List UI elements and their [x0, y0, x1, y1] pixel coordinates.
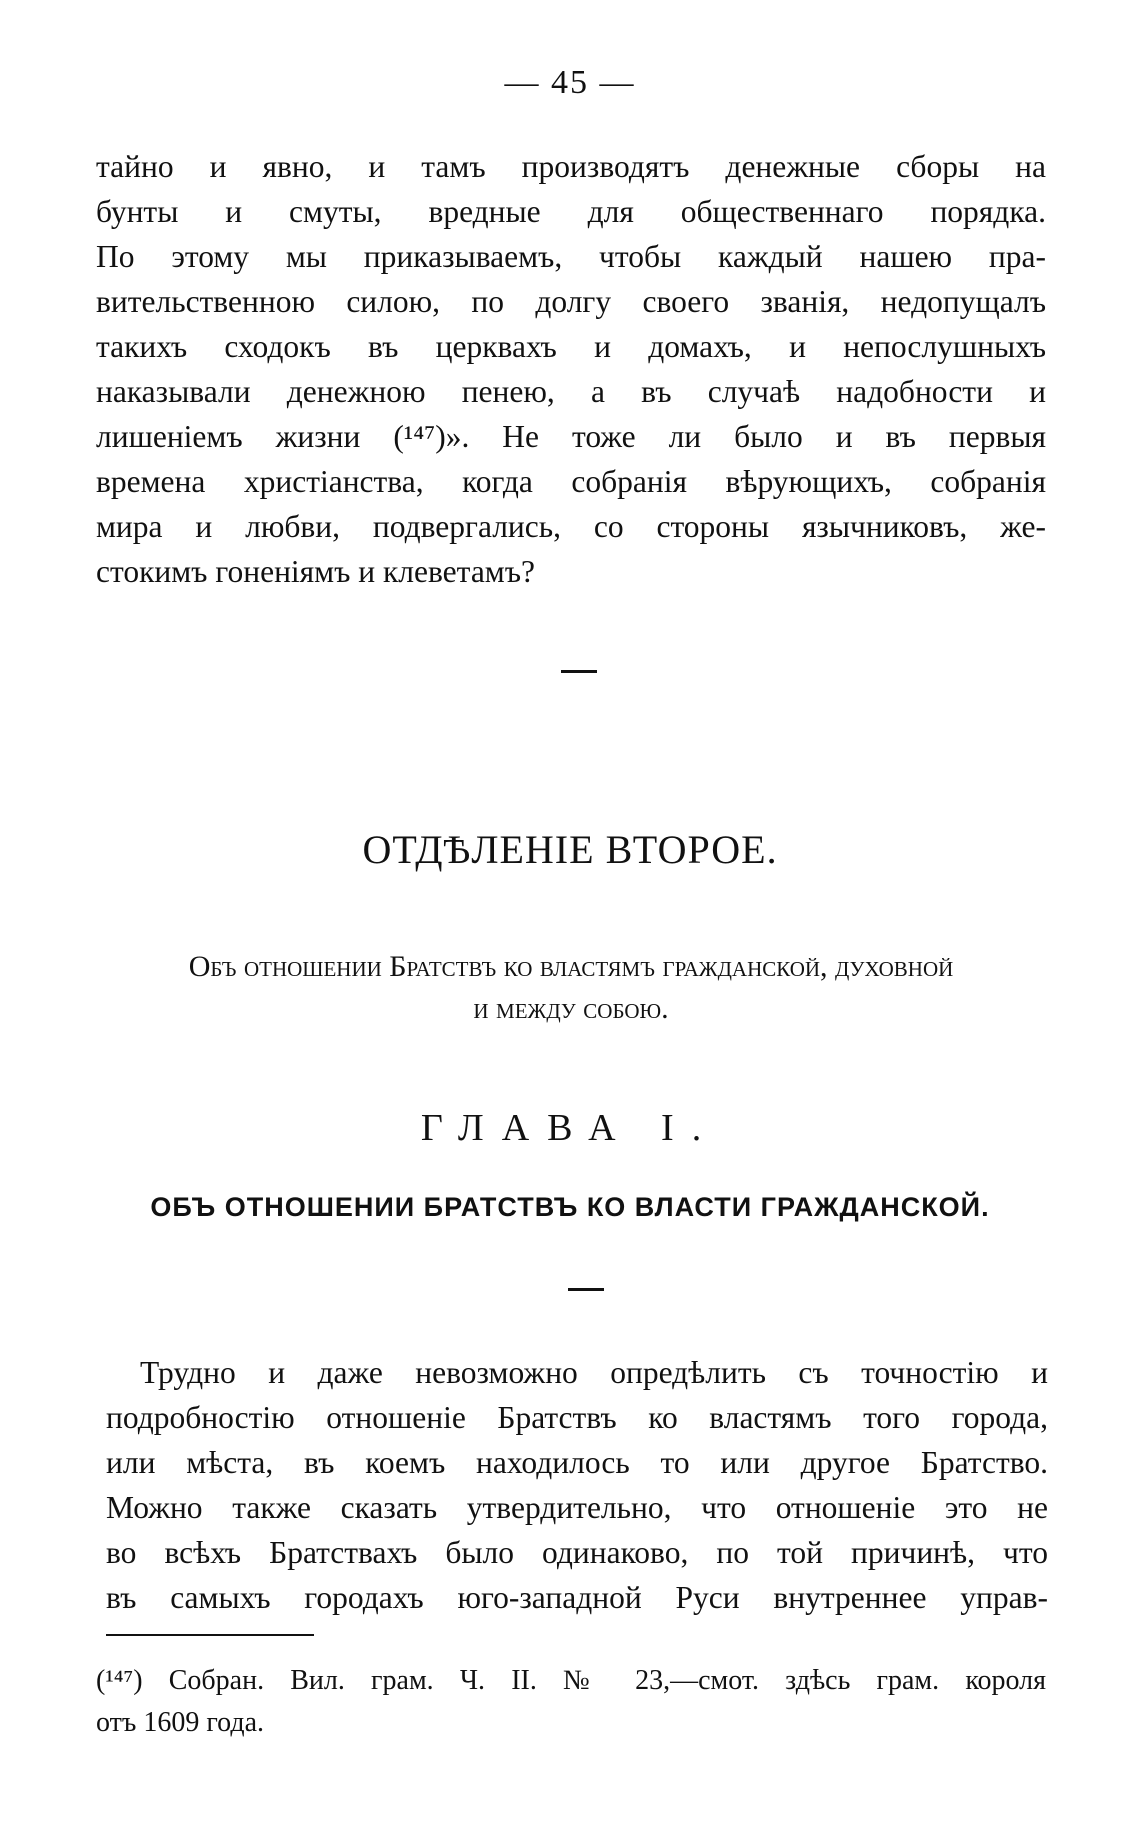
body-paragraph — [106, 1350, 1048, 1620]
paragraph-line: мира и любви, подвергались, со стороны язычниковъ, же- — [96, 509, 1046, 544]
paragraph-line: Трудно и даже невозможно опредѣлить съ точностію и — [140, 1355, 1048, 1390]
paragraph-line: такихъ сходокъ въ церквахъ и домахъ, и непослушныхъ — [96, 329, 1046, 364]
paragraph-line: Можно также сказать утвердительно, что отношеніе это не — [106, 1490, 1048, 1525]
chapter-heading: ГЛАВА I. — [420, 1107, 720, 1149]
section-subtitle-line: Объ отношении Братствъ ко властямъ гражданской, духовной — [188, 950, 954, 983]
chapter-title: ОБЪ ОТНОШЕНИИ БРАТСТВЪ КО ВЛАСТИ ГРАЖДАНСКОЙ. — [150, 1192, 990, 1222]
paragraph-line: или мѣста, въ коемъ находилось то или другое Братство. — [106, 1445, 1048, 1480]
paragraph-line: въ самыхъ городахъ юго-западной Руси внутреннее управ- — [106, 1580, 1048, 1615]
top-paragraph — [96, 144, 1046, 594]
paragraph-line: тайно и явно, и тамъ производятъ денежные сборы на — [96, 149, 1046, 184]
paragraph-line: во всѣхъ Братствахъ было одинаково, по той причинѣ, что — [106, 1535, 1048, 1570]
section-title: ОТДѢЛЕНІЕ ВТОРОЕ. — [362, 827, 778, 872]
separator-rule — [561, 670, 597, 673]
paragraph-line: вительственною силою, по долгу своего званія, недопущалъ — [96, 284, 1046, 319]
separator-rule — [568, 1288, 604, 1291]
footnote — [96, 1660, 1046, 1744]
paragraph-line: наказывали денежною пенею, а въ случаѣ надобности и — [96, 374, 1046, 409]
page-number: — 45 — — [504, 64, 636, 101]
section-subtitle — [96, 946, 1046, 1030]
footnote-rule — [106, 1634, 314, 1636]
paragraph-line: времена христіанства, когда собранія вѣрующихъ, собранія — [96, 464, 1046, 499]
footnote-line: (¹⁴⁷) Собран. Вил. грам. Ч. II. № 23,—смот. здѣсь грам. короля — [96, 1665, 1046, 1696]
paragraph-line: лишеніемъ жизни (¹⁴⁷)». Не тоже ли было и въ первыя — [96, 419, 1046, 454]
paragraph-line: бунты и смуты, вредные для общественнаго порядка. — [96, 194, 1046, 229]
paragraph-line: подробностію отношеніе Братствъ ко властямъ того города, — [106, 1400, 1048, 1435]
footnote-line: отъ 1609 года. — [96, 1707, 264, 1738]
paragraph-line: По этому мы приказываемъ, чтобы каждый нашею пра- — [96, 239, 1046, 274]
paragraph-line: стокимъ гоненіямъ и клеветамъ? — [96, 554, 536, 589]
section-subtitle-line: и между собою. — [473, 992, 669, 1025]
